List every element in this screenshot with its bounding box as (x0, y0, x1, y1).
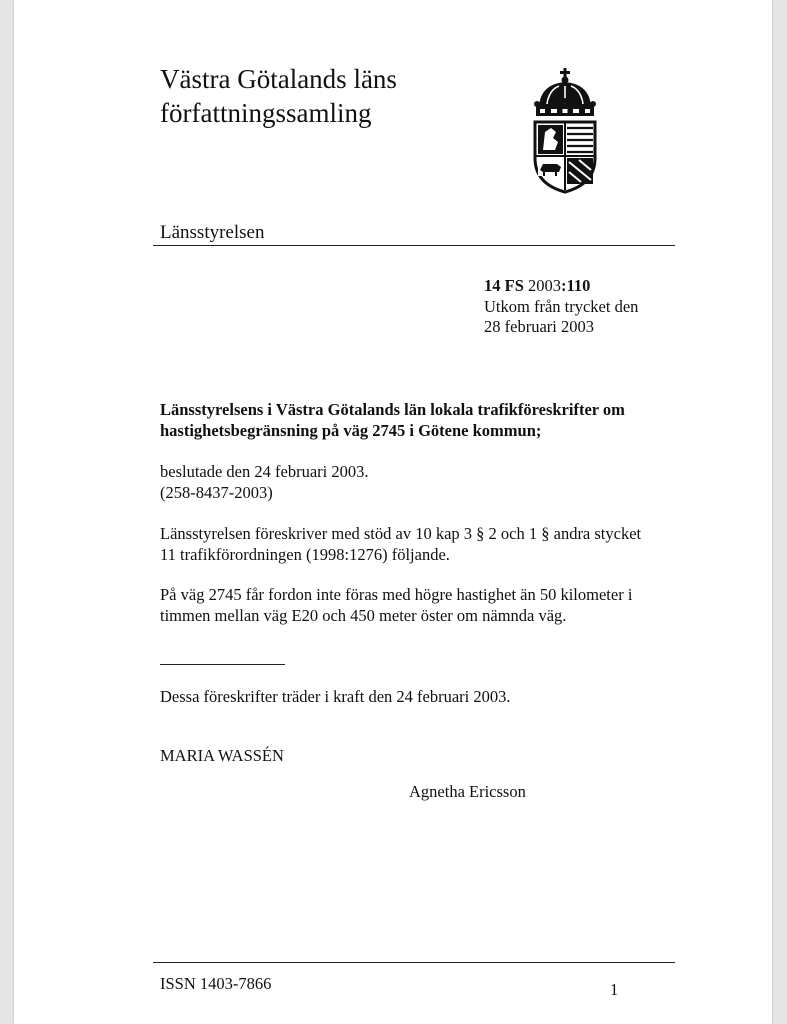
heading-line-1: Länsstyrelsens i Västra Götalands län lokala trafikföreskrifter om (160, 400, 625, 419)
issued-line-1: Utkom från trycket den (484, 296, 639, 316)
code-prefix: 14 FS (484, 276, 524, 295)
speed-rule-paragraph (160, 584, 700, 626)
legal-basis-line-2: 11 trafikförordningen (1998:1276) följande. (160, 545, 450, 564)
document-code (484, 276, 638, 297)
heading-line-2: hastighetsbegränsning på väg 2745 i Götene kommun; (160, 421, 542, 440)
issn: ISSN 1403-7866 (160, 974, 272, 993)
publication-title (160, 62, 397, 130)
title-line-1: Västra Götalands läns (160, 64, 397, 94)
speed-rule-line-2: timmen mellan väg E20 och 450 meter öster om nämnda väg. (160, 606, 567, 625)
case-number: (258-8437-2003) (160, 483, 273, 502)
legal-basis-line-1: Länsstyrelsen föreskriver med stöd av 10 kap 3 § 2 och 1 § andra stycket (160, 524, 642, 543)
signatory-name: MARIA WASSÉN (160, 746, 284, 765)
footer-divider (153, 962, 675, 963)
section-divider (160, 664, 285, 665)
reference-block (484, 276, 638, 338)
code-year: 2003 (528, 276, 562, 295)
regulation-heading (160, 399, 680, 441)
effective-date: Dessa föreskrifter träder i kraft den 24 februari 2003. (160, 687, 511, 706)
decided-line-1: beslutade den 24 februari 2003. (160, 462, 369, 481)
issuing-authority: Länsstyrelsen (160, 222, 265, 243)
title-line-2: författningssamling (160, 98, 372, 128)
swedish-county-coat-of-arms-icon (529, 66, 601, 194)
document-page (14, 0, 772, 1024)
page-number: 1 (610, 980, 619, 999)
decision-date (160, 461, 700, 503)
legal-basis-paragraph (160, 523, 700, 565)
header-divider (153, 245, 675, 246)
code-number: :110 (561, 276, 591, 295)
cosignatory-name: Agnetha Ericsson (409, 782, 526, 801)
issued-line-2: 28 februari 2003 (484, 317, 594, 336)
speed-rule-line-1: På väg 2745 får fordon inte föras med högre hastighet än 50 kilometer i (160, 585, 633, 604)
